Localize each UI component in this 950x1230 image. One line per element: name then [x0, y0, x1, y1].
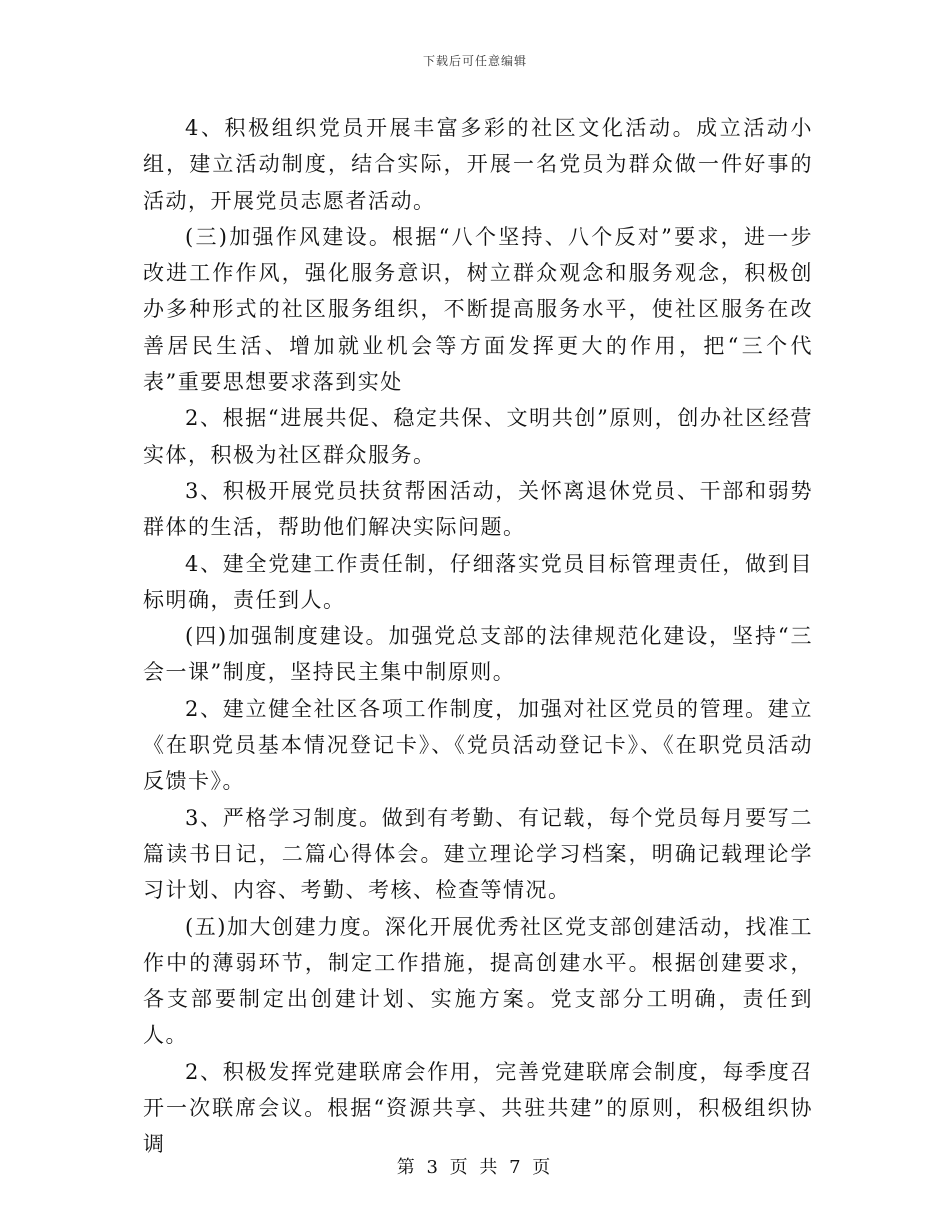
paragraph: 2、根据“进展共促、稳定共保、文明共创”原则，创办社区经营实体，积极为社区群众服务。 [143, 406, 813, 467]
paragraph: (四)加强制度建设。加强党总支部的法律规范化建设，坚持“三会一课”制度，坚持民主集中制原则。 [143, 624, 813, 685]
page-number-footer: 第 3 页 共 7 页 [396, 1157, 554, 1178]
page-header: 下载后可任意编辑 [422, 54, 527, 68]
paragraph: (五)加大创建力度。深化开展优秀社区党支部创建活动，找准工作中的薄弱环节，制定工作措施，提高创建水平。根据创建要求，各支部要制定出创建计划、实施方案。党支部分工明确，责任到人。 [143, 914, 813, 1048]
paragraph: 4、积极组织党员开展丰富多彩的社区文化活动。成立活动小组，建立活动制度，结合实际，开展一名党员为群众做一件好事的活动，开展党员志愿者活动。 [143, 116, 813, 213]
paragraph: 2、积极发挥党建联席会作用，完善党建联席会制度，每季度召开一次联席会议。根据“资源共享、共驻共建”的原则，积极组织协调 [143, 1059, 813, 1157]
paragraph: 3、积极开展党员扶贫帮困活动，关怀离退休党员、干部和弱势群体的生活，帮助他们解决实际问题。 [143, 478, 813, 540]
paragraph: 3、严格学习制度。做到有考勤、有记载，每个党员每月要写二篇读书日记，二篇心得体会。建立理论学习档案，明确记载理论学习计划、内容、考勤、考核、检查等情况。 [143, 805, 813, 903]
paragraph: 4、建全党建工作责任制，仔细落实党员目标管理责任，做到目标明确，责任到人。 [143, 551, 813, 612]
paragraph: (三)加强作风建设。根据“八个坚持、八个反对”要求，进一步改进工作作风，强化服务意识，树立群众观念和服务观念，积极创办多种形式的社区服务组织，不断提高服务水平，使社区服务在改善居民生活、增加就业机会等方面发挥更大的作用，把“三个代表”重要思想要求落到实处 [143, 224, 813, 395]
document-body [143, 110, 813, 1163]
paragraph: 2、建立健全社区各项工作制度，加强对社区党员的管理。建立《在职党员基本情况登记卡》、《党员活动登记卡》、《在职党员活动反馈卡》。 [143, 696, 813, 794]
